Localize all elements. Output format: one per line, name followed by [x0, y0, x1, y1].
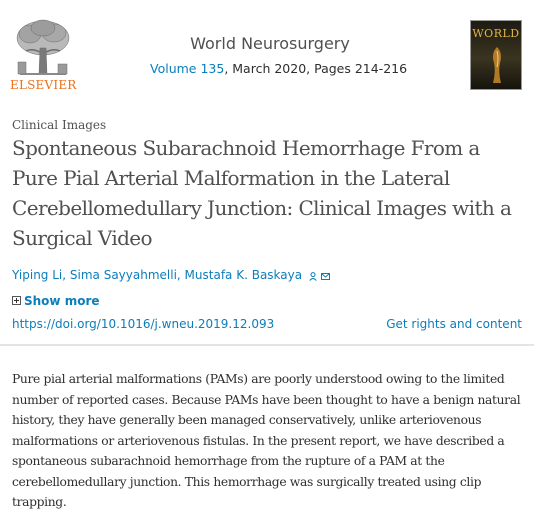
- show-more-label: Show more: [24, 294, 100, 308]
- author-link[interactable]: Mustafa K. Baskaya: [184, 268, 303, 282]
- rights-link[interactable]: Get rights and content: [386, 317, 522, 331]
- person-icon[interactable]: [309, 272, 317, 281]
- volume-link[interactable]: Volume 135: [150, 61, 225, 76]
- publisher-name: ELSEVIER: [10, 78, 77, 92]
- cover-title: WORLD: [472, 27, 520, 40]
- issue-details: , March 2020, Pages 214-216: [224, 61, 408, 76]
- section-divider: [0, 344, 534, 346]
- author-link[interactable]: Yiping Li: [12, 268, 63, 282]
- doi-link[interactable]: https://doi.org/10.1016/j.wneu.2019.12.093: [12, 317, 275, 331]
- article-title: Spontaneous Subarachnoid Hemorrhage From a Pure Pial Arterial Malformation in the Lateral Cerebellomedullary Junction: Clinical Images with a Surgical Video: [12, 136, 512, 250]
- page-header: [0, 0, 534, 100]
- journal-title[interactable]: World Neurosurgery: [190, 34, 350, 53]
- journal-cover-image[interactable]: [470, 20, 522, 90]
- journal-info: [150, 34, 408, 78]
- author-separator: ,: [176, 268, 185, 282]
- author-link[interactable]: Sima Sayyahmelli: [69, 268, 177, 282]
- article-type: Clinical Images: [12, 118, 107, 132]
- cover-artwork: [485, 45, 509, 85]
- author-list: [12, 268, 330, 283]
- plus-box-icon: [12, 296, 21, 305]
- author-contact-icons: [309, 269, 330, 283]
- envelope-icon[interactable]: [321, 273, 330, 280]
- journal-issue: [150, 60, 408, 78]
- abstract-text: Pure pial arterial malformations (PAMs) are poorly understood owing to the limited number of reported cases. Because PAMs have been thought to have a benign natural history, they have generally been managed conservatively, unlike arteriovenous malformations or arteriovenous fistulas. In the present report, we have described a spontaneous subarachnoid hemorrhage from the rupture of a PAM at the cerebellomedullary junction. This hemorrhage was surgically treated using clip trapping.: [12, 372, 521, 509]
- show-more-button[interactable]: [12, 294, 100, 308]
- author-separator: ,: [62, 268, 70, 282]
